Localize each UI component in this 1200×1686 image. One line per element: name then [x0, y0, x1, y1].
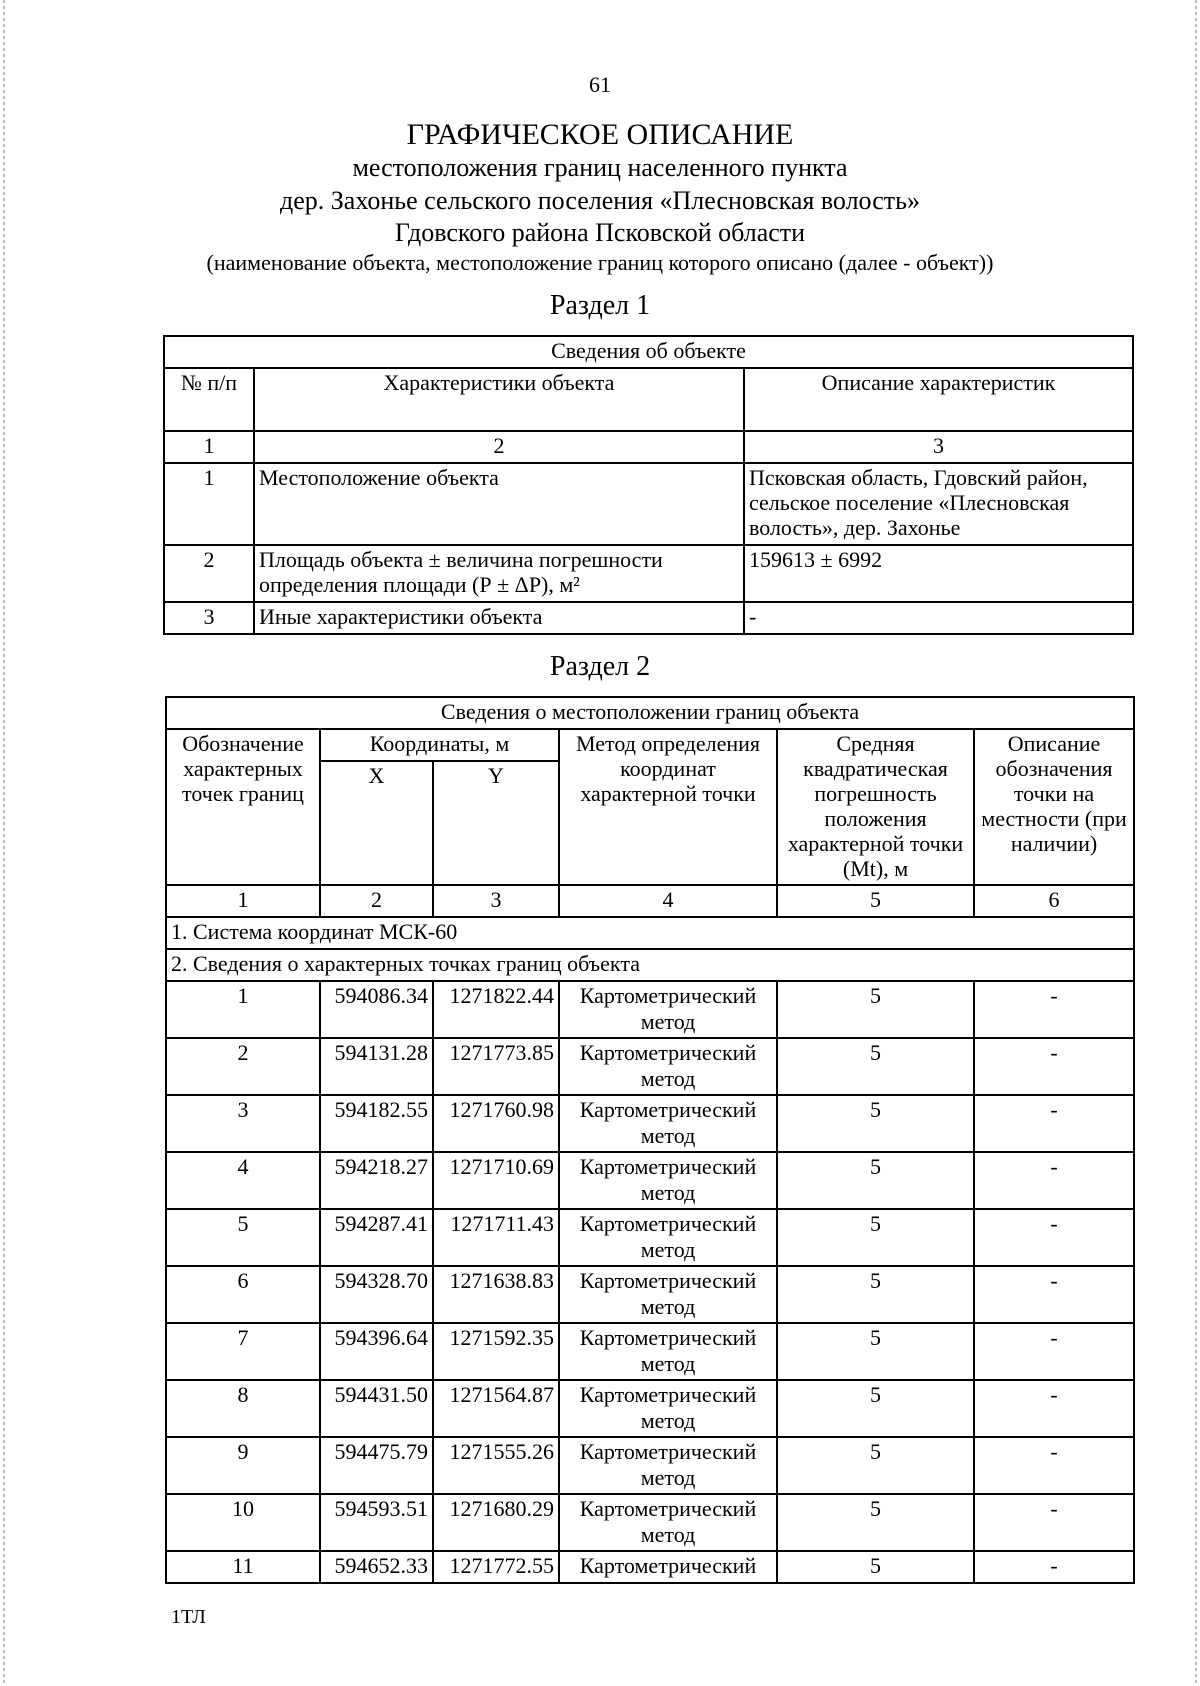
table-row: [164, 463, 1133, 545]
point-y: 1271555.26: [433, 1437, 559, 1494]
col-header-x: X: [320, 761, 433, 885]
row-value: Псковская область, Гдовский район, сельское поселение «Плесновская волость», дер. Захонье: [744, 463, 1133, 545]
col-header-method: Метод определения координат характерной точки: [559, 729, 777, 885]
footer-mark: 1ТЛ: [171, 1606, 206, 1628]
col-header-characteristics: Характеристики объекта: [254, 368, 744, 431]
point-id: 1: [166, 981, 320, 1038]
point-method: Картометрический метод: [559, 1323, 777, 1380]
document-title: ГРАФИЧЕСКОЕ ОПИСАНИЕ: [406, 118, 794, 151]
point-error: 5: [777, 1494, 974, 1551]
col-number: 3: [744, 431, 1133, 463]
row-number: 3: [164, 602, 254, 634]
row-number: 2: [164, 545, 254, 602]
point-description: -: [974, 1494, 1134, 1551]
col-number: 4: [559, 885, 777, 917]
point-y: 1271822.44: [433, 981, 559, 1038]
point-error: 5: [777, 1209, 974, 1266]
point-y: 1271772.55: [433, 1551, 559, 1583]
point-description: -: [974, 981, 1134, 1038]
point-id: 11: [166, 1551, 320, 1583]
point-y: 1271711.43: [433, 1209, 559, 1266]
point-method: Картометрический метод: [559, 1038, 777, 1095]
point-description: -: [974, 1038, 1134, 1095]
point-id: 8: [166, 1380, 320, 1437]
col-header-y: Y: [433, 761, 559, 885]
point-x: 594328.70: [320, 1266, 433, 1323]
table-row: [166, 1551, 1134, 1583]
table-row: [166, 1038, 1134, 1095]
point-description: -: [974, 1551, 1134, 1583]
point-id: 5: [166, 1209, 320, 1266]
col-header-number: № п/п: [164, 368, 254, 431]
point-method: Картометрический: [559, 1551, 777, 1583]
point-x: 594652.33: [320, 1551, 433, 1583]
point-x: 594475.79: [320, 1437, 433, 1494]
point-x: 594431.50: [320, 1380, 433, 1437]
title-line-1: местоположения границ населенного пункта: [352, 153, 848, 182]
points-caption: 2. Сведения о характерных точках границ объекта: [166, 949, 1134, 981]
point-description: -: [974, 1266, 1134, 1323]
point-error: 5: [777, 1551, 974, 1583]
point-error: 5: [777, 1038, 974, 1095]
point-y: 1271760.98: [433, 1095, 559, 1152]
col-number: 2: [254, 431, 744, 463]
row-name: Местоположение объекта: [254, 463, 744, 545]
col-number: 1: [166, 885, 320, 917]
point-error: 5: [777, 1380, 974, 1437]
table-row: [166, 1209, 1134, 1266]
table-caption: Сведения об объекте: [164, 336, 1133, 368]
point-method: Картометрический метод: [559, 1152, 777, 1209]
table-row: [166, 1437, 1134, 1494]
point-description: -: [974, 1323, 1134, 1380]
col-header-designation: Обозначение характерных точек границ: [166, 729, 320, 885]
point-x: 594218.27: [320, 1152, 433, 1209]
point-method: Картометрический метод: [559, 1437, 777, 1494]
point-error: 5: [777, 981, 974, 1038]
point-error: 5: [777, 1437, 974, 1494]
col-header-description: Описание обозначения точки на местности (при наличии): [974, 729, 1134, 885]
table-row: [166, 981, 1134, 1038]
point-method: Картометрический метод: [559, 1494, 777, 1551]
col-header-description: Описание характеристик: [744, 368, 1133, 431]
point-x: 594287.41: [320, 1209, 433, 1266]
col-number: 6: [974, 885, 1134, 917]
point-id: 10: [166, 1494, 320, 1551]
col-number: 3: [433, 885, 559, 917]
point-method: Картометрический метод: [559, 1266, 777, 1323]
col-header-error: Средняя квадратическая погрешность положения характерной точки (Mt), м: [777, 729, 974, 885]
point-id: 6: [166, 1266, 320, 1323]
section-2-title: Раздел 2: [549, 651, 651, 682]
point-error: 5: [777, 1266, 974, 1323]
table-row: [166, 1494, 1134, 1551]
point-error: 5: [777, 1095, 974, 1152]
boundary-points-table: [165, 696, 1135, 1584]
point-x: 594131.28: [320, 1038, 433, 1095]
page-number: 61: [589, 72, 611, 97]
point-id: 4: [166, 1152, 320, 1209]
point-y: 1271710.69: [433, 1152, 559, 1209]
point-method: Картометрический метод: [559, 1209, 777, 1266]
table-row: [164, 602, 1133, 634]
point-description: -: [974, 1380, 1134, 1437]
point-description: -: [974, 1437, 1134, 1494]
row-value: 159613 ± 6992: [744, 545, 1133, 602]
point-description: -: [974, 1152, 1134, 1209]
point-method: Картометрический метод: [559, 1095, 777, 1152]
title-line-4: (наименование объекта, местоположение границ которого описано (далее - объект)): [206, 250, 994, 275]
coordinate-system: 1. Система координат МСК-60: [166, 917, 1134, 949]
point-method: Картометрический метод: [559, 981, 777, 1038]
table-row: [164, 545, 1133, 602]
point-error: 5: [777, 1152, 974, 1209]
table-row: [166, 1380, 1134, 1437]
col-number: 2: [320, 885, 433, 917]
title-line-3: Гдовского района Псковской области: [394, 218, 806, 247]
point-description: -: [974, 1209, 1134, 1266]
title-line-2: дер. Захонье сельского поселения «Плесновская волость»: [280, 186, 920, 215]
row-name: Иные характеристики объекта: [254, 602, 744, 634]
point-id: 2: [166, 1038, 320, 1095]
point-x: 594182.55: [320, 1095, 433, 1152]
point-id: 3: [166, 1095, 320, 1152]
point-y: 1271638.83: [433, 1266, 559, 1323]
row-name: Площадь объекта ± величина погрешности определения площади (Р ± ΔР), м²: [254, 545, 744, 602]
row-value: -: [744, 602, 1133, 634]
table-row: [166, 1152, 1134, 1209]
point-y: 1271773.85: [433, 1038, 559, 1095]
point-y: 1271564.87: [433, 1380, 559, 1437]
col-header-coords: Координаты, м: [320, 729, 559, 761]
point-id: 7: [166, 1323, 320, 1380]
table-caption: Сведения о местоположении границ объекта: [166, 697, 1134, 729]
point-description: -: [974, 1095, 1134, 1152]
table-row: [166, 1095, 1134, 1152]
point-id: 9: [166, 1437, 320, 1494]
col-number: 1: [164, 431, 254, 463]
point-y: 1271592.35: [433, 1323, 559, 1380]
row-number: 1: [164, 463, 254, 545]
point-error: 5: [777, 1323, 974, 1380]
object-info-table: [163, 335, 1134, 635]
col-number: 5: [777, 885, 974, 917]
point-method: Картометрический метод: [559, 1380, 777, 1437]
table-row: [166, 1266, 1134, 1323]
section-1-title: Раздел 1: [549, 290, 651, 321]
point-x: 594086.34: [320, 981, 433, 1038]
point-y: 1271680.29: [433, 1494, 559, 1551]
point-x: 594396.64: [320, 1323, 433, 1380]
point-x: 594593.51: [320, 1494, 433, 1551]
table-row: [166, 1323, 1134, 1380]
